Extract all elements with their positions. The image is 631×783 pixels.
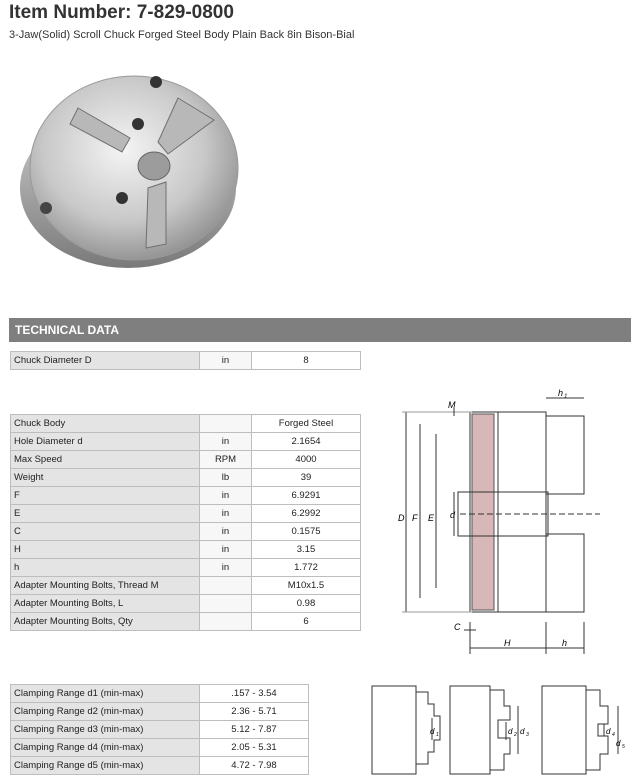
table-row: [11, 523, 361, 541]
table-row: [11, 415, 361, 433]
spec-label: Chuck Diameter D: [11, 352, 200, 370]
dim-d2-label: d: [508, 727, 513, 736]
dim-d5-subscript: 5: [622, 744, 625, 750]
clamp-label: Clamping Range d2 (min-max): [11, 703, 200, 721]
dim-e-label: E: [428, 513, 435, 523]
dim-d5-label: d: [616, 739, 621, 748]
table-row: [11, 541, 361, 559]
clamp-value: 5.12 - 7.87: [200, 721, 309, 739]
spec-unit: [200, 577, 252, 595]
spec-value: Forged Steel: [252, 415, 361, 433]
spec-label: F: [11, 487, 200, 505]
table-row: [11, 559, 361, 577]
spec-unit: in: [200, 541, 252, 559]
table-row: [11, 739, 309, 757]
spec-value: M10x1.5: [252, 577, 361, 595]
clamp-value: 4.72 - 7.98: [200, 757, 309, 775]
dim-d4-label: d: [606, 727, 611, 736]
table-row: [11, 703, 309, 721]
chuck-product-image: [18, 58, 250, 276]
table-row: [11, 469, 361, 487]
dim-hole-d-label: d: [450, 510, 456, 520]
table-row: [11, 595, 361, 613]
dim-f-label: F: [412, 513, 418, 523]
item-number-title: Item Number: 7-829-0800: [9, 2, 234, 23]
specs-table: [10, 414, 361, 631]
dim-d1-subscript: 1: [436, 732, 439, 738]
spec-unit: in: [200, 559, 252, 577]
dim-d2-subscript: 2: [514, 732, 517, 738]
clamping-range-table: [10, 684, 309, 775]
spec-label: H: [11, 541, 200, 559]
product-description: 3-Jaw(Solid) Scroll Chuck Forged Steel Body Plain Back 8in Bison-Bial: [9, 29, 355, 41]
spec-value: 1.772: [252, 559, 361, 577]
dim-d3-subscript: 3: [526, 732, 529, 738]
spec-label: E: [11, 505, 200, 523]
spec-label: Weight: [11, 469, 200, 487]
dim-h1-label: h: [558, 388, 564, 398]
spec-unit: in: [200, 433, 252, 451]
clamping-range-drawings: [370, 682, 628, 778]
table-row: [11, 685, 309, 703]
dim-m-label: M: [448, 400, 456, 410]
spec-value: 39: [252, 469, 361, 487]
spec-value: 3.15: [252, 541, 361, 559]
clamp-value: 2.05 - 5.31: [200, 739, 309, 757]
spec-value: 0.1575: [252, 523, 361, 541]
spec-unit: [200, 613, 252, 631]
spec-unit: [200, 415, 252, 433]
dim-c-label: C: [454, 622, 461, 632]
dim-d1-label: d: [430, 727, 435, 736]
table-row: [11, 721, 309, 739]
spec-unit: [200, 595, 252, 613]
spec-value: 8: [252, 352, 361, 370]
dim-d4-subscript: 4: [612, 732, 615, 738]
dim-d3-label: d: [520, 727, 525, 736]
clamp-label: Clamping Range d5 (min-max): [11, 757, 200, 775]
spec-value: 6: [252, 613, 361, 631]
table-row: [11, 487, 361, 505]
spec-label: Max Speed: [11, 451, 200, 469]
spec-unit: in: [200, 352, 252, 370]
spec-label: Adapter Mounting Bolts, L: [11, 595, 200, 613]
spec-label: Hole Diameter d: [11, 433, 200, 451]
spec-unit: RPM: [200, 451, 252, 469]
table-row: [11, 451, 361, 469]
table-row: [11, 757, 309, 775]
clamp-value: 2.36 - 5.71: [200, 703, 309, 721]
table-row: [11, 433, 361, 451]
spec-value: 2.1654: [252, 433, 361, 451]
chuck-technical-drawing: [392, 386, 604, 656]
chuck-diameter-table: [10, 351, 361, 370]
spec-label: Adapter Mounting Bolts, Qty: [11, 613, 200, 631]
dim-h-label: H: [504, 638, 511, 648]
dim-d-label: D: [398, 513, 405, 523]
spec-unit: lb: [200, 469, 252, 487]
spec-unit: in: [200, 487, 252, 505]
table-row: [11, 613, 361, 631]
spec-value: 4000: [252, 451, 361, 469]
spec-label: C: [11, 523, 200, 541]
dim-small-h-label: h: [562, 638, 568, 648]
clamp-label: Clamping Range d4 (min-max): [11, 739, 200, 757]
table-row: [11, 505, 361, 523]
dim-h1-subscript: 1: [564, 394, 568, 400]
table-row: [11, 352, 361, 370]
spec-unit: in: [200, 523, 252, 541]
clamp-label: Clamping Range d1 (min-max): [11, 685, 200, 703]
technical-data-header: TECHNICAL DATA: [9, 318, 631, 342]
spec-unit: in: [200, 505, 252, 523]
spec-label: Adapter Mounting Bolts, Thread M: [11, 577, 200, 595]
clamp-label: Clamping Range d3 (min-max): [11, 721, 200, 739]
spec-label: Chuck Body: [11, 415, 200, 433]
clamp-value: .157 - 3.54: [200, 685, 309, 703]
table-row: [11, 577, 361, 595]
spec-value: 0.98: [252, 595, 361, 613]
spec-label: h: [11, 559, 200, 577]
spec-value: 6.9291: [252, 487, 361, 505]
spec-value: 6.2992: [252, 505, 361, 523]
